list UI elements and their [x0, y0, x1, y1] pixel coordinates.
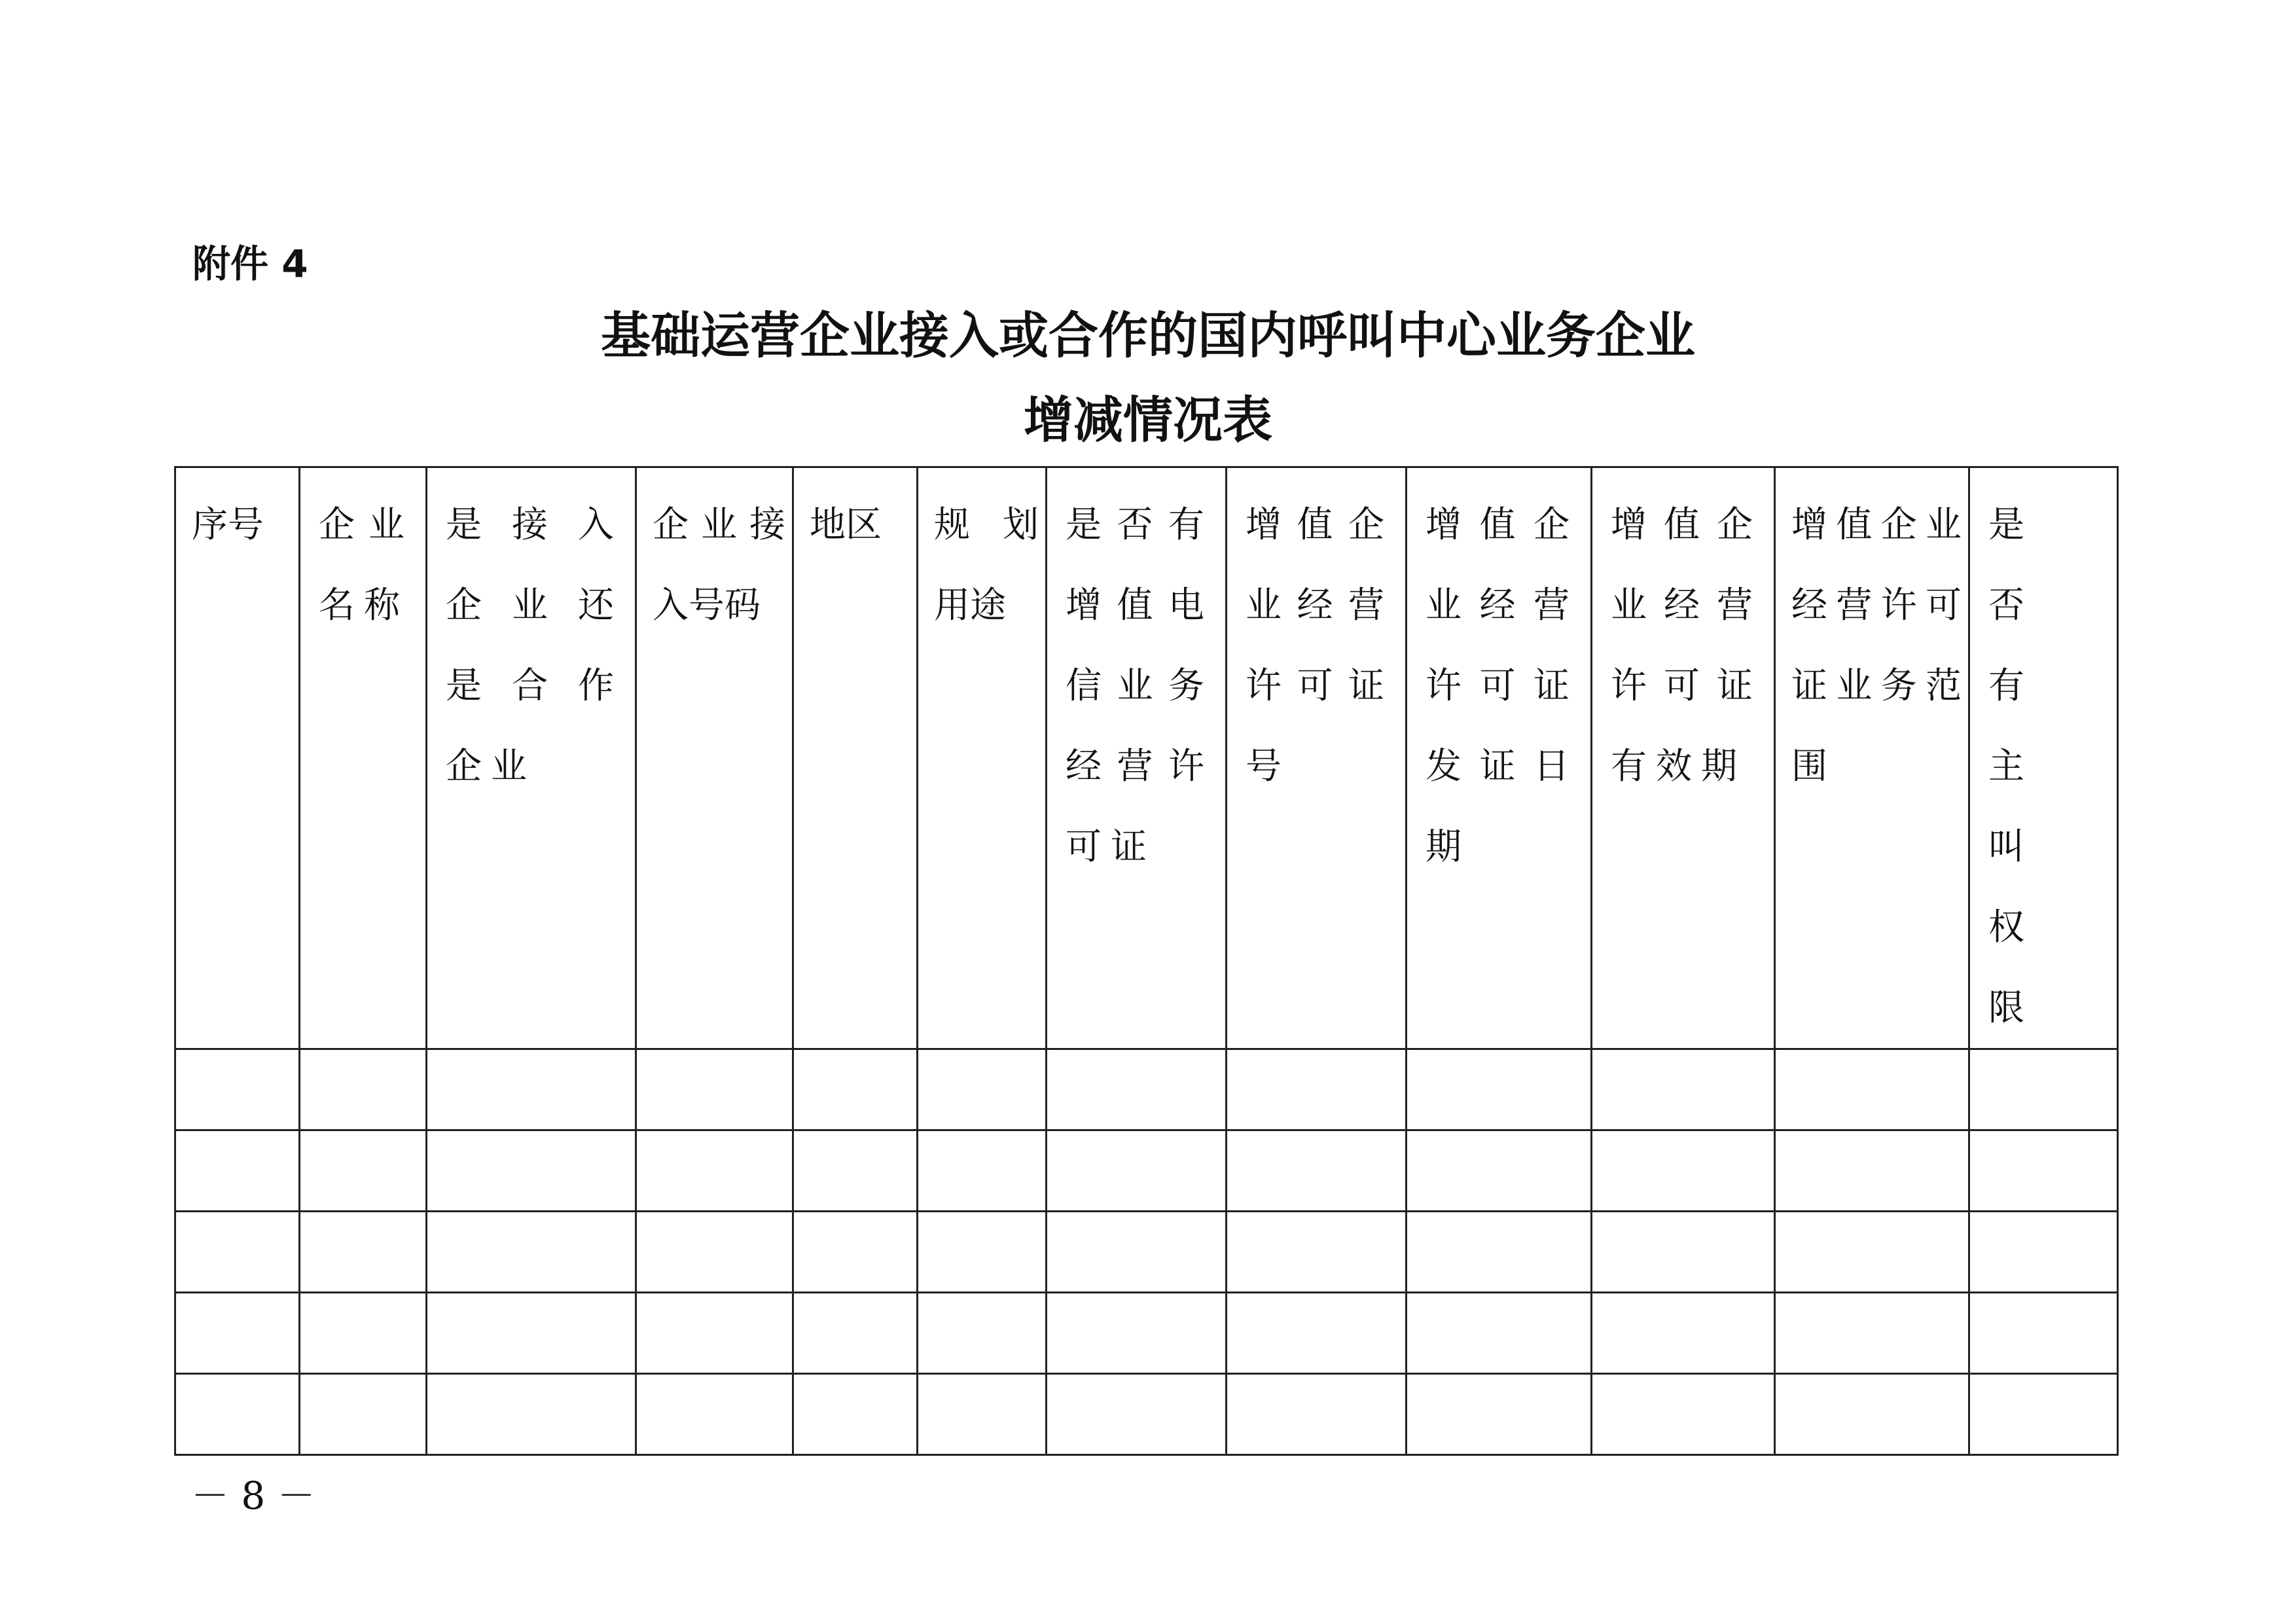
- table-cell[interactable]: [1775, 1293, 1969, 1374]
- table-cell[interactable]: [1969, 1374, 2118, 1455]
- column-header-serial-number: 序号: [192, 503, 264, 545]
- table-row: [175, 1212, 2118, 1293]
- table-cell[interactable]: [636, 1293, 793, 1374]
- table-cell[interactable]: [1775, 1049, 1969, 1130]
- table-row: [175, 1049, 2118, 1130]
- table-cell[interactable]: [1227, 1130, 1407, 1212]
- table-row: [175, 1293, 2118, 1374]
- table-cell[interactable]: [1775, 1130, 1969, 1212]
- table-cell[interactable]: [1227, 1374, 1407, 1455]
- table-cell[interactable]: [918, 1130, 1047, 1212]
- table-cell[interactable]: [1227, 1049, 1407, 1130]
- table-cell[interactable]: [1592, 1374, 1775, 1455]
- enterprise-change-table: [174, 466, 2119, 1456]
- table-cell[interactable]: [1592, 1212, 1775, 1293]
- document-subtitle: 增减情况表: [1024, 391, 1272, 449]
- table-cell[interactable]: [175, 1212, 300, 1293]
- table-cell[interactable]: [793, 1049, 918, 1130]
- table-cell[interactable]: [793, 1293, 918, 1374]
- table-cell[interactable]: [300, 1212, 427, 1293]
- table-cell[interactable]: [1047, 1049, 1227, 1130]
- table-cell[interactable]: [1047, 1130, 1227, 1212]
- table-cell[interactable]: [300, 1049, 427, 1130]
- table-cell[interactable]: [918, 1374, 1047, 1455]
- table-cell[interactable]: [918, 1293, 1047, 1374]
- table-cell[interactable]: [636, 1130, 793, 1212]
- table-cell[interactable]: [427, 1293, 636, 1374]
- table-cell[interactable]: [1407, 1374, 1592, 1455]
- attachment-label: 附件 4: [192, 242, 308, 286]
- table-cell[interactable]: [1775, 1374, 1969, 1455]
- table-cell[interactable]: [636, 1212, 793, 1293]
- table-cell[interactable]: [427, 1212, 636, 1293]
- table-cell[interactable]: [175, 1293, 300, 1374]
- table-cell[interactable]: [1407, 1293, 1592, 1374]
- table-cell[interactable]: [1775, 1212, 1969, 1293]
- table-cell[interactable]: [636, 1049, 793, 1130]
- table-row: [175, 1374, 2118, 1455]
- table-header-row: [175, 467, 2118, 1049]
- table-cell[interactable]: [636, 1374, 793, 1455]
- column-header-access-number: 企业接入号码: [653, 503, 785, 626]
- table-cell[interactable]: [793, 1374, 918, 1455]
- table-cell[interactable]: [1407, 1049, 1592, 1130]
- column-header-has-vas-license: 是否有增值电信业务经营许可证: [1066, 503, 1213, 867]
- table-cell[interactable]: [1047, 1374, 1227, 1455]
- column-header-region: 地区: [810, 503, 882, 545]
- table-cell[interactable]: [175, 1049, 300, 1130]
- table-cell[interactable]: [1969, 1293, 2118, 1374]
- column-header-license-validity: 增值企业经营许可证有效期: [1611, 503, 1762, 787]
- table-body: [175, 1049, 2118, 1455]
- table-cell[interactable]: [1227, 1293, 1407, 1374]
- table-cell[interactable]: [1407, 1130, 1592, 1212]
- column-header-enterprise-name: 企业名称: [319, 503, 414, 626]
- table-cell[interactable]: [1592, 1130, 1775, 1212]
- column-header-planned-use: 规划用途: [934, 503, 1039, 626]
- table-cell[interactable]: [300, 1293, 427, 1374]
- document-title: 基础运营企业接入或合作的国内呼叫中心业务企业: [601, 306, 1695, 365]
- table-cell[interactable]: [1592, 1049, 1775, 1130]
- table-cell[interactable]: [427, 1049, 636, 1130]
- table-cell[interactable]: [175, 1130, 300, 1212]
- page-number: － 8 －: [191, 1473, 315, 1518]
- table-cell[interactable]: [1227, 1212, 1407, 1293]
- table-cell[interactable]: [918, 1049, 1047, 1130]
- table-cell[interactable]: [1969, 1130, 2118, 1212]
- table-cell[interactable]: [300, 1130, 427, 1212]
- table-cell[interactable]: [793, 1130, 918, 1212]
- table-cell[interactable]: [1407, 1212, 1592, 1293]
- table-cell[interactable]: [175, 1374, 300, 1455]
- column-header-license-issue-date: 增值企业经营许可证发证日期: [1426, 503, 1579, 867]
- table-cell[interactable]: [300, 1374, 427, 1455]
- table-cell[interactable]: [1047, 1212, 1227, 1293]
- table-cell[interactable]: [427, 1374, 636, 1455]
- column-header-calling-permission: 是否有主叫权限: [1988, 503, 2064, 1028]
- table-cell[interactable]: [1047, 1293, 1227, 1374]
- table-cell[interactable]: [918, 1212, 1047, 1293]
- table-cell[interactable]: [793, 1212, 918, 1293]
- table-cell[interactable]: [1969, 1049, 2118, 1130]
- table-row: [175, 1130, 2118, 1212]
- column-header-access-or-partner: 是接入企业还是合作企业: [446, 503, 623, 787]
- table-cell[interactable]: [1969, 1212, 2118, 1293]
- table-cell[interactable]: [427, 1130, 636, 1212]
- column-header-license-number: 增值企业经营许可证号: [1246, 503, 1393, 787]
- table-cell[interactable]: [1592, 1293, 1775, 1374]
- column-header-license-scope: 增值企业经营许可证业务范围: [1791, 503, 1962, 787]
